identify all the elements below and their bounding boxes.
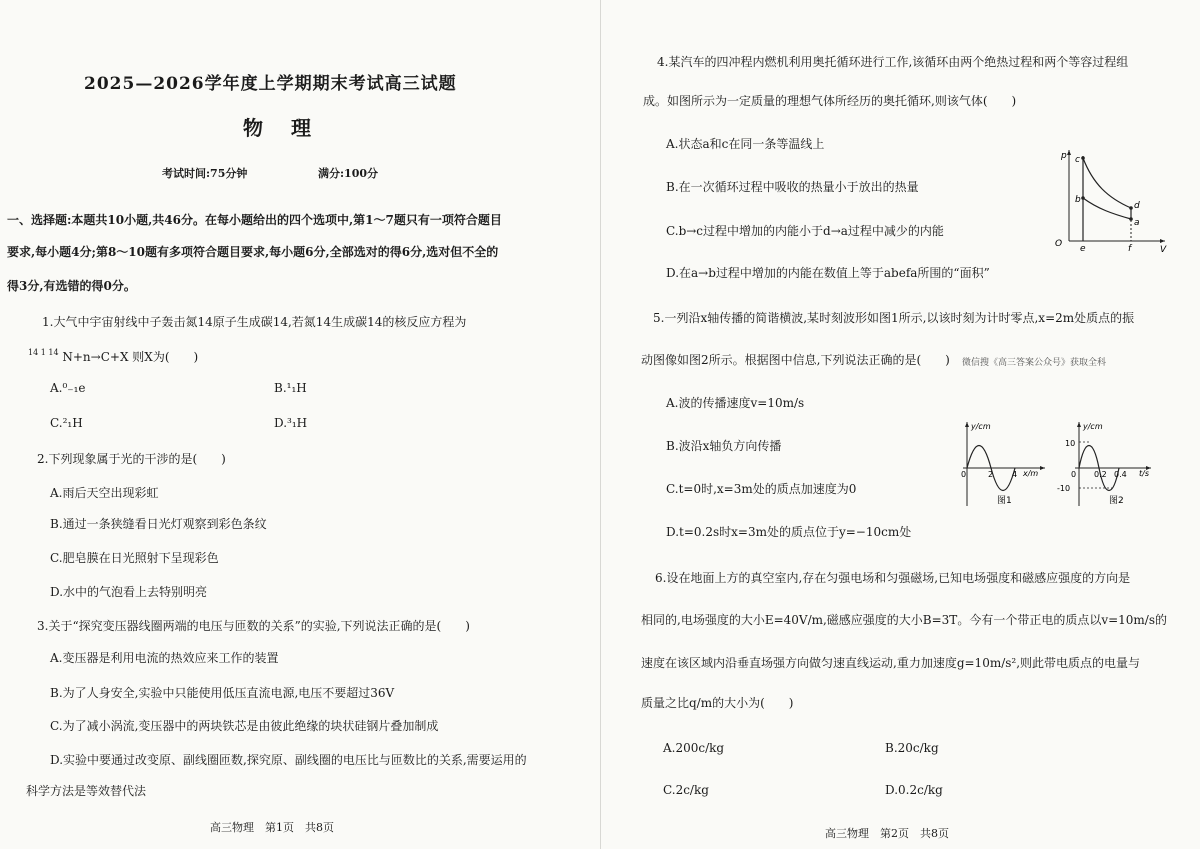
subject-title: 物理 — [243, 116, 339, 140]
q6-stem-4: 质量之比q/m的大小为( ) — [641, 696, 794, 710]
q2-option-a[interactable]: A.雨后天空出现彩虹 — [50, 486, 159, 500]
page-footer: 高三物理 第1页 共8页 — [210, 821, 334, 834]
point-b-label: b — [1075, 195, 1081, 205]
full-score: 满分:100分 — [318, 167, 379, 180]
q6-stem-3: 速度在该区域内沿垂直场强方向做匀速直线运动,重力加速度g=10m/s²,则此带电质点的电量与 — [641, 656, 1141, 670]
fig1-tick-label: 2 — [988, 470, 994, 479]
q1-option-d[interactable]: D.³₁H — [274, 416, 308, 430]
vibration-figure-2 — [1053, 418, 1155, 510]
axis-v-label: V — [1160, 245, 1167, 254]
q3-option-d[interactable]: D.实验中要通过改变原、副线圈匝数,探究原、副线圈的电压比与匝数比的关系,需要运用的 — [50, 753, 527, 767]
q5-option-d[interactable]: D.t=0.2s时x=3m处的质点位于y=−10cm处 — [666, 525, 912, 539]
wave-figure-1 — [953, 418, 1048, 510]
q2-option-b[interactable]: B.通过一条狭缝看日光灯观察到彩色条纹 — [50, 517, 267, 531]
q4-stem-2: 成。如图所示为一定质量的理想气体所经历的奥托循环,则该气体( ) — [643, 94, 1017, 108]
q3-option-b[interactable]: B.为了人身安全,实验中只能使用低压直流电源,电压不要超过36V — [50, 686, 395, 700]
origin-label: O — [1055, 239, 1063, 249]
section-instruction-line: 要求,每小题4分;第8～10题有多项符合题目要求,每小题6分,全部选对的得6分,选对但不全的 — [7, 245, 499, 259]
q4-option-c[interactable]: C.b→c过程中增加的内能小于d→a过程中减少的内能 — [666, 224, 944, 238]
fig2-origin-label: 0 — [1071, 470, 1077, 479]
q5-stem: 5.一列沿x轴传播的简谐横波,某时刻波形如图1所示,以该时刻为计时零点,x=2m处质点的振 — [653, 311, 1135, 325]
q1-stem: 1.大气中宇宙射线中子轰击氮14原子生成碳14,若氮14生成碳14的核反应方程为 — [42, 315, 467, 329]
axis-p-label: p — [1061, 151, 1067, 161]
fig1-tick-label: 4 — [1012, 470, 1018, 479]
exam-time: 考试时间:75分钟 — [162, 167, 248, 180]
fig1-y-label: y/cm — [971, 422, 991, 431]
point-c-label: c — [1075, 155, 1080, 165]
q4-option-b[interactable]: B.在一次循环过程中吸收的热量小于放出的热量 — [666, 180, 919, 194]
q1-equation — [28, 345, 198, 365]
fig2-y-label: y/cm — [1083, 422, 1103, 431]
q4-option-d[interactable]: D.在a→b过程中增加的内能在数值上等于abefa所围的“面积” — [666, 266, 990, 280]
fig2-x-label: t/s — [1139, 469, 1149, 478]
q6-stem: 6.设在地面上方的真空室内,存在匀强电场和匀强磁场,已知电场强度和磁感应强度的方向是 — [655, 571, 1131, 585]
q5-option-b[interactable]: B.波沿x轴负方向传播 — [666, 439, 782, 453]
q6-option-b[interactable]: B.20c/kg — [885, 741, 939, 755]
point-f-label: f — [1128, 244, 1132, 254]
q6-option-d[interactable]: D.0.2c/kg — [885, 783, 943, 797]
q4-option-a[interactable]: A.状态a和c在同一条等温线上 — [666, 137, 825, 151]
section-instruction-line: 一、选择题:本题共10小题,共46分。在每小题给出的四个选项中,第1～7题只有一项符合题目 — [7, 213, 502, 227]
q6-option-c[interactable]: C.2c/kg — [663, 783, 709, 797]
q5-option-a[interactable]: A.波的传播速度v=10m/s — [666, 396, 805, 410]
q3-option-c[interactable]: C.为了减小涡流,变压器中的两块铁芯是由彼此绝缘的块状硅钢片叠加制成 — [50, 719, 439, 733]
q1-option-b[interactable]: B.¹₁H — [274, 381, 307, 395]
fig2-top-label: 10 — [1065, 439, 1076, 448]
section-instruction-line: 得3分,有选错的得0分。 — [7, 279, 136, 293]
q5-option-c[interactable]: C.t=0时,x=3m处的质点加速度为0 — [666, 482, 857, 496]
q3-option-d-continuation: 科学方法是等效替代法 — [26, 784, 147, 798]
equation-text: N+n→C+X 则X为( ) — [62, 350, 199, 364]
exam-title: 2025—2026学年度上学期期末考试高三试题 — [84, 74, 457, 94]
fig1-x-label: x/m — [1023, 469, 1039, 478]
q3-stem: 3.关于“探究变压器线圈两端的电压与匝数的关系”的实验,下列说法正确的是( ) — [37, 619, 470, 633]
equation-superscripts: 14 1 14 — [28, 348, 59, 357]
fig2-bottom-label: -10 — [1057, 484, 1071, 493]
fig1-origin-label: 0 — [961, 470, 967, 479]
q2-option-d[interactable]: D.水中的气泡看上去特别明亮 — [50, 585, 208, 599]
q1-option-c[interactable]: C.²₁H — [50, 416, 83, 430]
q4-stem: 4.某汽车的四冲程内燃机利用奥托循环进行工作,该循环由两个绝热过程和两个等容过程组 — [657, 55, 1129, 69]
page-2 — [600, 0, 1200, 849]
q1-option-a[interactable]: A.⁰₋₁e — [50, 381, 86, 395]
q2-option-c[interactable]: C.肥皂膜在日光照射下呈现彩色 — [50, 551, 219, 565]
watermark-text: 微信搜《高三答案公众号》获取全科 — [962, 358, 1107, 368]
fig2-tick-label: 0.2 — [1094, 470, 1107, 479]
point-e-label: e — [1080, 244, 1086, 254]
q6-stem-2: 相同的,电场强度的大小E=40V/m,磁感应强度的大小B=3T。今有一个带正电的质点以v=10m/s的 — [641, 613, 1167, 627]
point-a-label: a — [1134, 218, 1140, 228]
otto-cycle-figure — [1053, 146, 1168, 254]
q6-option-a[interactable]: A.200c/kg — [663, 741, 725, 755]
page-footer: 高三物理 第2页 共8页 — [825, 827, 949, 840]
fig2-tick-label: 0.4 — [1114, 470, 1127, 479]
fig2-caption: 图2 — [1109, 496, 1124, 506]
point-d-label: d — [1134, 201, 1140, 211]
q2-stem: 2.下列现象属于光的干涉的是( ) — [37, 452, 226, 466]
q3-option-a[interactable]: A.变压器是利用电流的热效应来工作的装置 — [50, 651, 279, 665]
q5-stem-2: 动图像如图2所示。根据图中信息,下列说法正确的是( ) — [641, 353, 950, 367]
fig1-caption: 图1 — [997, 496, 1012, 506]
